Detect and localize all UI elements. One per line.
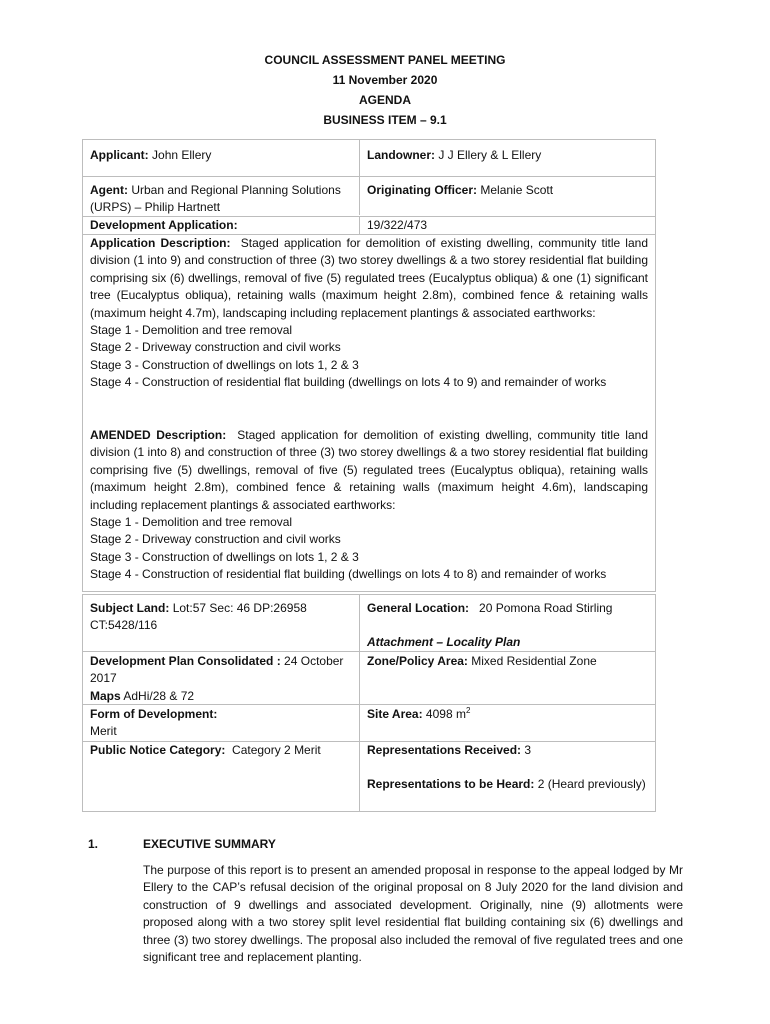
dev-app-row xyxy=(83,217,655,234)
landowner-value: J J Ellery & L Ellery xyxy=(438,148,542,162)
form-cell xyxy=(83,706,359,741)
amended-stage-2: Stage 2 - Driveway construction and civil works xyxy=(90,532,341,547)
site-sup: 2 xyxy=(465,706,471,715)
officer-label: Originating Officer: xyxy=(367,183,478,197)
subject-label: Subject Land: xyxy=(90,601,170,615)
form-value: Merit xyxy=(90,724,117,739)
heard-label: Representations to be Heard: xyxy=(367,777,535,792)
app-stage-4: Stage 4 - Construction of residential flat building (dwellings on lots 4 to 9) and remainder of works xyxy=(90,375,607,390)
applicant-value: John Ellery xyxy=(152,148,212,162)
amended-stage-4: Stage 4 - Construction of residential flat building (dwellings on lots 4 to 8) and remainder of works xyxy=(90,567,607,582)
site-label: Site Area: xyxy=(367,707,423,721)
notice-value: Category 2 Merit xyxy=(232,743,321,757)
subject-value: Lot:57 Sec: 46 DP:26958 CT:5428/116 xyxy=(90,601,307,633)
dev-plan-cell xyxy=(83,653,359,705)
notice-label: Public Notice Category: xyxy=(90,743,226,757)
application-description xyxy=(90,235,648,392)
dev-app-label: Development Application: xyxy=(90,218,238,232)
devplan-label: Development Plan Consolidated : xyxy=(90,654,281,668)
reps-label: Representations Received: xyxy=(367,743,522,757)
agent-label: Agent: xyxy=(90,183,128,197)
amended-stage-1: Stage 1 - Demolition and tree removal xyxy=(90,515,293,530)
location-value: 20 Pomona Road Stirling xyxy=(479,601,613,615)
section-title: EXECUTIVE SUMMARY xyxy=(143,837,276,851)
devplan-value: 24 October 2017 xyxy=(90,654,344,686)
meeting-date: 11 November 2020 xyxy=(332,73,438,87)
site-value: 4098 m xyxy=(425,707,466,721)
location-cell xyxy=(359,595,655,651)
heard-line xyxy=(367,776,648,793)
section-number: 1. xyxy=(88,837,99,851)
heard-value: 2 (Heard previously) xyxy=(537,777,646,792)
applicant-cell xyxy=(83,147,359,164)
app-stage-1: Stage 1 - Demolition and tree removal xyxy=(90,323,293,338)
attachment-note: Attachment – Locality Plan xyxy=(367,635,521,650)
notice-row xyxy=(83,742,655,811)
dev-app-value-cell xyxy=(359,217,655,234)
zone-value: Mixed Residential Zone xyxy=(471,654,597,668)
zone-label: Zone/Policy Area: xyxy=(367,654,468,668)
app-desc-label: Application Description: xyxy=(90,236,231,250)
app-desc-text: Staged application for demolition of existing dwelling, community title land division (1 into 9) and construction of three (3) two storey dwellings & a two storey residential flat building comprising six (6) dwellings, removal of five (5) regulated trees (Eucalyptus obliqua) & one (1) significant tree (Eucalyptus obliqua), retaining walls (maximum height 2.8m), combined fence & retaining walls (maximum height 4.7m), landscaping including replacement plantings & associated earthworks: xyxy=(90,236,648,320)
agenda-label: AGENDA xyxy=(358,93,411,107)
section-body: The purpose of this report is to present an amended proposal in response to the appeal lodged by Mr Ellery to the CAP’s refusal decision of the original proposal on 8 July 2020 for the land division and construction of 9 dwellings and associated development. Originally, nine (9) allotments were proposed along with a two storey split level residential flat building containing six (6) dwellings and three (3) two storey dwellings. The proposal also included the removal of five regulated trees and one significant tree and replacement planting. xyxy=(143,863,683,965)
landowner-label: Landowner: xyxy=(367,148,435,162)
amended-description xyxy=(90,427,648,584)
agent-row xyxy=(83,177,655,215)
form-row xyxy=(83,705,655,741)
form-label: Form of Development: xyxy=(90,707,218,721)
site-area-cell xyxy=(359,705,655,741)
applicant-label: Applicant: xyxy=(90,148,149,162)
amended-stage-3: Stage 3 - Construction of dwellings on lots 1, 2 & 3 xyxy=(90,549,359,564)
zone-cell xyxy=(359,652,655,704)
app-stage-2: Stage 2 - Driveway construction and civil works xyxy=(90,340,341,355)
reps-value: 3 xyxy=(524,743,532,757)
document-header xyxy=(0,50,770,130)
agent-value: Urban and Regional Planning Solutions (URPS) – Philip Hartnett xyxy=(90,183,341,215)
dev-app-label-cell xyxy=(83,217,359,234)
notice-cell xyxy=(83,742,359,759)
application-details-table xyxy=(82,139,656,592)
reps-cell xyxy=(359,742,655,811)
subject-land-row xyxy=(83,595,655,651)
maps-value: AdHi/28 & 72 xyxy=(123,688,195,703)
subject-land-cell xyxy=(83,600,359,635)
business-item: BUSINESS ITEM – 9.1 xyxy=(323,113,447,127)
officer-cell xyxy=(359,177,655,215)
maps-label: Maps xyxy=(90,688,121,703)
applicant-row xyxy=(83,140,655,176)
amended-text: Staged application for demolition of existing dwelling, community title land division (1 into 8) and construction of three (3) two storey dwellings & a two storey residential flat building comprising five (5) dwellings, removal of five (5) regulated trees (Eucalyptus obliqua), retaining walls (maximum height 2.8m), combined fence & retaining walls (maximum height 4.6m), landscaping including replacement plantings & associated earthworks: xyxy=(90,428,648,512)
site-details-table xyxy=(82,594,656,812)
dev-plan-row xyxy=(83,652,655,704)
agent-cell xyxy=(83,182,359,217)
officer-value: Melanie Scott xyxy=(480,183,554,197)
app-stage-3: Stage 3 - Construction of dwellings on lots 1, 2 & 3 xyxy=(90,357,359,372)
dev-app-value: 19/322/473 xyxy=(367,218,428,232)
amended-label: AMENDED Description: xyxy=(90,428,227,442)
meeting-title: COUNCIL ASSESSMENT PANEL MEETING xyxy=(264,53,506,67)
landowner-cell xyxy=(359,140,655,176)
location-label: General Location: xyxy=(367,601,470,615)
